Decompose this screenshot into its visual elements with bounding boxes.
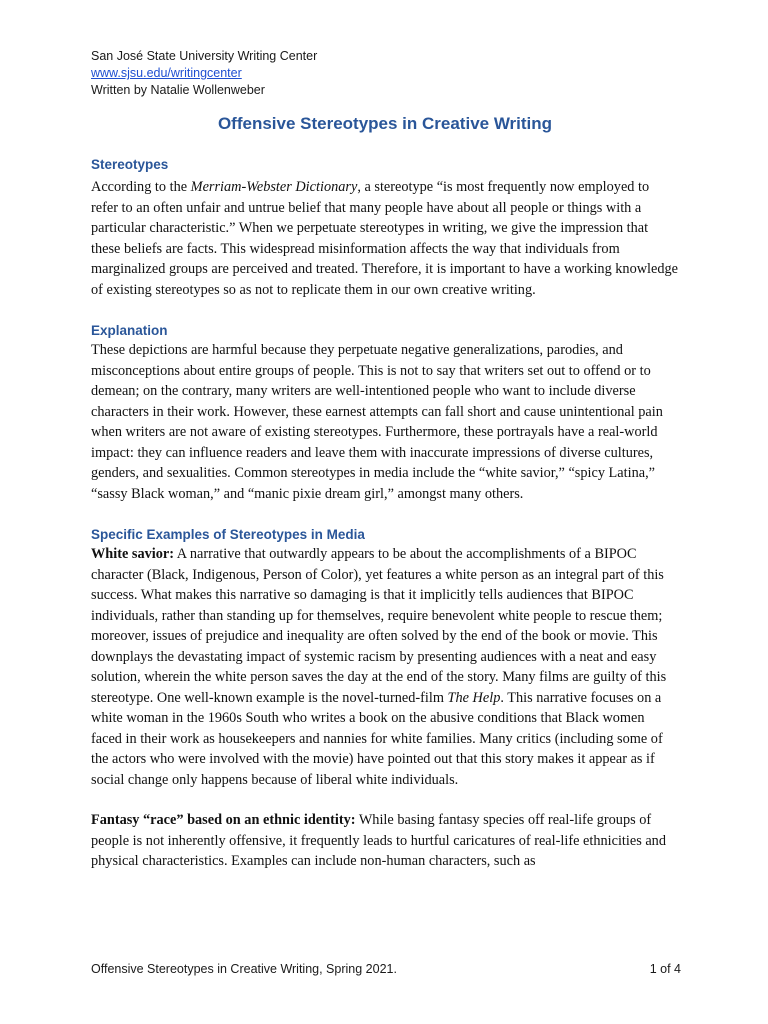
italic-the-help: The Help [447, 689, 501, 706]
footer-left: Offensive Stereotypes in Creative Writing, Spring 2021. [91, 962, 397, 976]
heading-explanation: Explanation [91, 323, 168, 338]
heading-stereotypes: Stereotypes [91, 157, 169, 172]
italic-dictionary-name: Merriam-Webster Dictionary [190, 179, 358, 195]
footer-page-number: 1 of 4 [649, 962, 681, 976]
paragraph-fantasy-race: Fantasy “race” based on an ethnic identity: While basing fantasy species off real-life groups of people is not inherently offensive, it frequently leads to hurtful caricatures of real-life ethnicities and physical characteristics. Examples can include non-human characters, such as [91, 812, 666, 869]
header-url-link[interactable]: www.sjsu.edu/writingcenter [91, 66, 242, 80]
paragraph-white-savior: White savior: A narrative that outwardly appears to be about the accomplishments of a BIPOC character (Black, Indigenous, Person of Color), yet features a white person as an integral part of this success. What makes this narrative so damaging is that it implicitly tells audiences that BIPOC individuals, rather than standing up for themselves, require benevolent white people to rescue them; moreover, issues of prejudice and inequality are often solved by the end of the book or movie. This downplays the devastating impact of systemic racism by presenting audiences with a neat and easy solution, wherein the white person saves the day at the end of the story. Many films are guilty of this stereotype. One well-known example is the novel-turned-film The Help. This narrative focuses on a white woman in the 1960s South who writes a book on the abusive conditions that Black women faced in their work as housekeepers and nannies for white families. Many critics (including some of the actors who were involved with the movie) have pointed out that this story makes it appear as if social change only happens because of liberal white individuals. [91, 546, 667, 788]
page-footer [91, 962, 681, 976]
header-author: Written by Natalie Wollenweber [91, 83, 265, 97]
header-org: San José State University Writing Center [91, 49, 318, 63]
document-title: Offensive Stereotypes in Creative Writing [217, 114, 553, 133]
paragraph-stereotypes: According to the Merriam-Webster Dictionary, a stereotype “is most frequently now employed to refer to an often unfair and untrue belief that many people have about all people or things with a particular characteristic.” When we perpetuate stereotypes in writing, we give the impression that these beliefs are facts. This widespread misinformation affects the way that individuals from marginalized groups are perceived and treated. Therefore, it is important to have a working knowledge of existing stereotypes so as not to replicate them in our own creative writing. [91, 179, 679, 298]
label-white-savior: White savior: [91, 546, 174, 562]
label-fantasy-race: Fantasy “race” based on an ethnic identity: [91, 812, 356, 828]
paragraph-explanation: These depictions are harmful because they perpetuate negative generalizations, parodies, and misconceptions about entire groups of people. This is not to say that writers set out to offend or to demean; on the contrary, many writers are well-intentioned people who want to include diverse characters in their work. However, these earnest attempts can fall short and cause unintentional pain when writers are not aware of existing stereotypes. Furthermore, these portrayals have a real-world impact: they can influence readers and leave them with inaccurate impressions of diverse cultures, genders, and sexualities. Common stereotypes in media include the “white savior,” “spicy Latina,” “sassy Black woman,” and “manic pixie dream girl,” amongst many others. [91, 342, 663, 502]
heading-specific-examples: Specific Examples of Stereotypes in Media [91, 527, 365, 542]
document-page [91, 48, 679, 872]
